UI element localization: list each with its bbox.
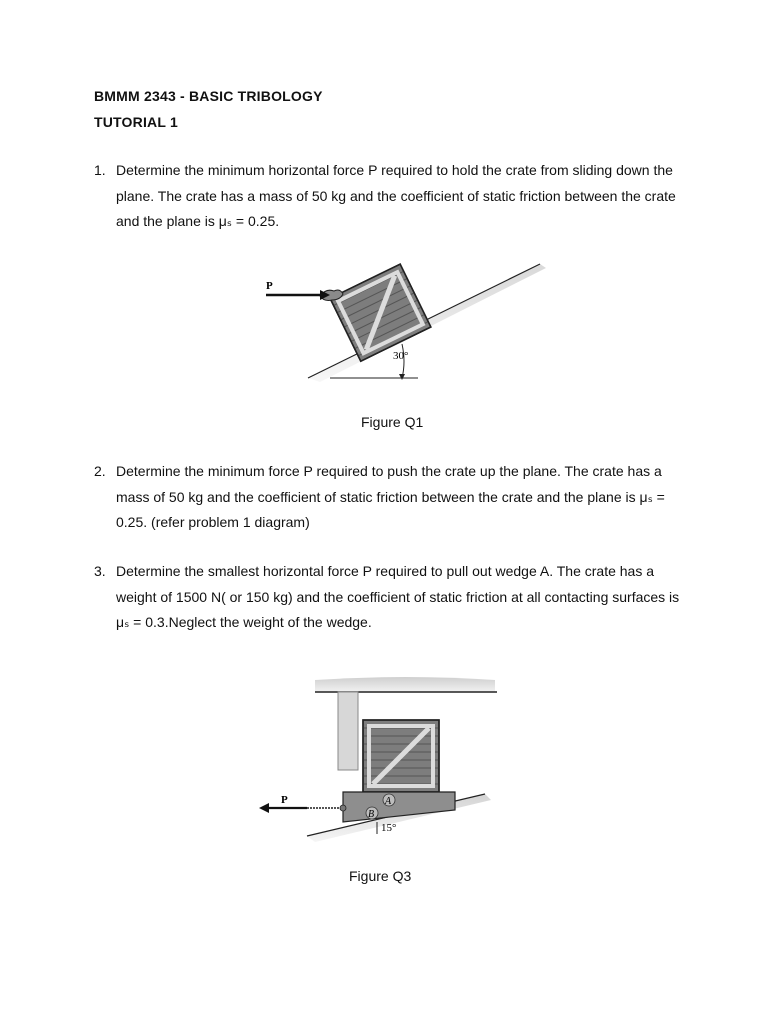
- wedge-b-label: B: [368, 809, 375, 820]
- force-label-p: P: [266, 280, 273, 292]
- ceiling: [315, 677, 495, 692]
- figure-q1-diagram: [260, 258, 550, 386]
- angle-label: 30°: [393, 350, 409, 362]
- course-title: BMMM 2343 - BASIC TRIBOLOGY: [94, 88, 323, 104]
- question-number: 2.: [94, 463, 106, 479]
- angle-label: 15°: [381, 822, 397, 834]
- force-arrow-head: [259, 803, 269, 813]
- force-label-p: P: [281, 794, 288, 806]
- figure-q1-caption: Figure Q1: [361, 414, 424, 430]
- wall-block: [338, 692, 358, 770]
- question-1: [94, 158, 694, 235]
- tutorial-title: TUTORIAL 1: [94, 114, 178, 130]
- question-3: [94, 559, 694, 636]
- question-2: [94, 459, 694, 536]
- figure-q3-diagram: [255, 672, 505, 844]
- question-number: 1.: [94, 162, 106, 178]
- question-text: Determine the smallest horizontal force P required to pull out wedge A. The crate has a weight of 1500 N( or 150 kg) and the coefficient of static friction at all contacting surfaces is μₛ = 0.3.Neglect the weight of the wedge.: [116, 563, 680, 630]
- crate: [330, 264, 431, 361]
- crate: [363, 720, 439, 792]
- question-text: Determine the minimum force P required to push the crate up the plane. The crate has a mass of 50 kg and the coefficient of static friction between the crate and the plane is μₛ = 0.25. (refer problem 1 diagram): [116, 463, 665, 530]
- wedge-a-label: A: [385, 796, 392, 807]
- question-text: Determine the minimum horizontal force P required to hold the crate from sliding down the plane. The crate has a mass of 50 kg and the coefficient of static friction between the crate and the plane is μₛ = 0.25.: [116, 162, 676, 229]
- question-number: 3.: [94, 563, 106, 579]
- figure-q3-caption: Figure Q3: [349, 868, 412, 884]
